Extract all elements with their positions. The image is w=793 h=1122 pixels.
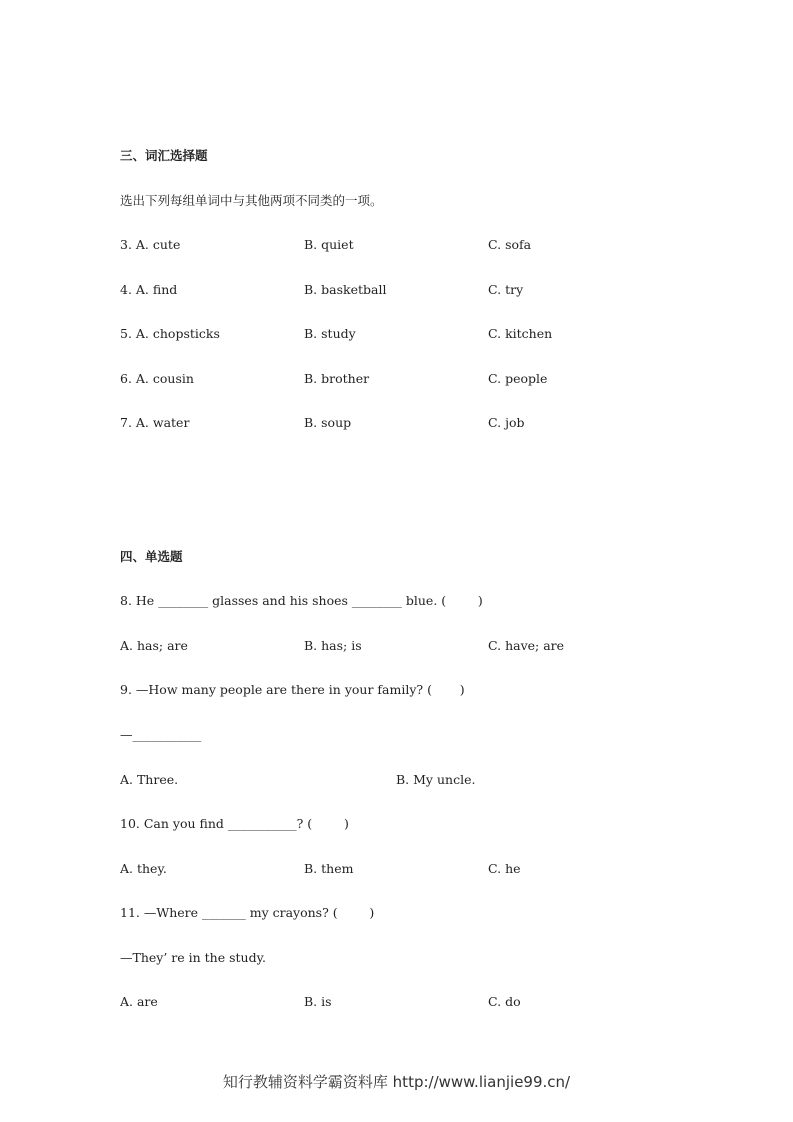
option-c: C. sofa — [488, 237, 532, 252]
option-b: B. has; is — [304, 638, 362, 653]
option-b: B. them — [304, 861, 354, 876]
option-c: C. kitchen — [488, 326, 553, 341]
footer-watermark: 知行教辅资料学霸资料库 http://www.lianjie99.cn/ — [222, 1073, 571, 1091]
option-b: B. quiet — [304, 237, 354, 252]
option-c: C. do — [488, 994, 521, 1009]
option-a: A. are — [120, 994, 158, 1009]
question-8-options — [0, 638, 793, 654]
option-a: 5. A. chopsticks — [120, 326, 220, 341]
option-b: B. soup — [304, 415, 352, 430]
option-b: B. basketball — [304, 282, 387, 297]
question-11-options — [0, 994, 793, 1010]
option-c: C. he — [488, 861, 521, 876]
option-c: C. try — [488, 282, 524, 297]
option-a: 4. A. find — [120, 282, 178, 297]
question-row — [0, 326, 793, 342]
option-a: A. Three. — [120, 772, 179, 787]
question-8-stem: 8. He ________ glasses and his shoes ________ blue. ( ) — [120, 593, 483, 608]
option-a: 3. A. cute — [120, 237, 181, 252]
question-row — [0, 371, 793, 387]
option-a: 6. A. cousin — [120, 371, 194, 386]
question-10-options — [0, 861, 793, 877]
question-row — [0, 415, 793, 431]
question-10-stem: 10. Can you find ___________? ( ) — [120, 816, 349, 831]
option-c: C. job — [488, 415, 525, 430]
option-b: B. is — [304, 994, 332, 1009]
section3-instruction: 选出下列每组单词中与其他两项不同类的一项。 — [120, 193, 383, 208]
option-b: B. study — [304, 326, 356, 341]
option-a: A. has; are — [120, 638, 188, 653]
option-a: 7. A. water — [120, 415, 190, 430]
section3-title: 三、词汇选择题 — [120, 148, 208, 163]
option-c: C. have; are — [488, 638, 565, 653]
section4-title: 四、单选题 — [120, 549, 183, 564]
option-c: C. people — [488, 371, 548, 386]
question-row — [0, 282, 793, 298]
option-a: A. they. — [120, 861, 167, 876]
option-b: B. brother — [304, 371, 370, 386]
option-b: B. My uncle. — [396, 772, 476, 787]
question-11-stem: 11. —Where _______ my crayons? ( ) — [120, 905, 375, 920]
question-11-reply: —They’ re in the study. — [120, 950, 266, 965]
question-row — [0, 237, 793, 253]
question-9-answer-line: —___________ — [120, 727, 202, 742]
question-9-stem: 9. —How many people are there in your family? ( ) — [120, 682, 465, 697]
question-9-options — [0, 772, 793, 788]
